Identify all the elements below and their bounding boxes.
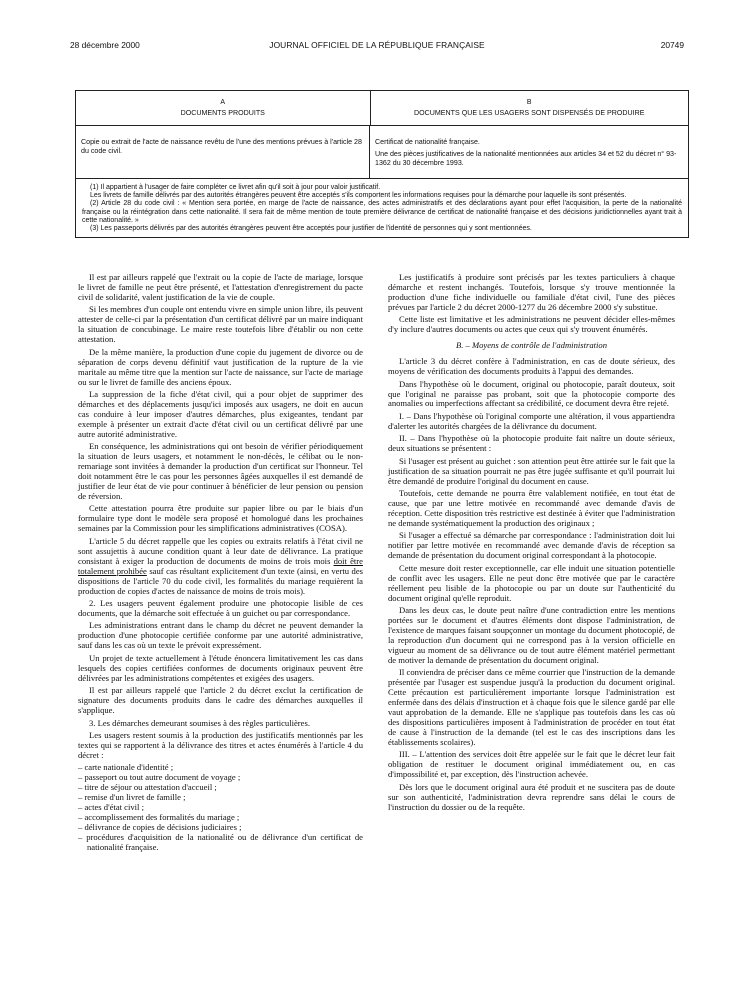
header-journal-title: JOURNAL OFFICIEL DE LA RÉPUBLIQUE FRANÇAISE: [269, 40, 485, 50]
col-b-title: DOCUMENTS QUE LES USAGERS SONT DISPENSÉS DE PRODUIRE: [414, 109, 645, 117]
paragraph: Cette liste est limitative et les administrations ne peuvent décider elles-mêmes d'y inclure d'autres documents ou actes que ceux qui s'y trouvent énumérés.: [388, 314, 675, 335]
footnote: (2) Article 28 du code civil : « Mention sera portée, en marge de l'acte de naissance, des actes administratifs et des déclarations ayant pour effet l'acquisition, la perte de la nationalité française ou la réintégration dans cette nationalité. Il sera fait de même mention de toute première délivrance de certificat de nationalité française et des décisions juridictionnelles ayant trait à cette nationalité. »: [82, 200, 682, 224]
paragraph: [78, 537, 363, 597]
list-item: – passeport ou tout autre document de voyage ;: [78, 772, 241, 783]
paragraph: Toutefois, cette demande ne pourra être valablement notifiée, en tout état de cause, que par une lettre motivée en recommandé avec demande d'avis de réception. Cette disposition très restrictive est destinée à éviter que l'administration ne demande systématiquement la production des originaux ;: [388, 488, 675, 528]
paragraph: Il est par ailleurs rappelé que l'extrait ou la copie de l'acte de mariage, lorsque le livret de famille ne peut être présenté, et l'attestation d'enregistrement du pacte civil de solidarité, valent justification de la vie de couple.: [78, 272, 363, 302]
right-text-column: [388, 273, 675, 815]
paragraph: Si les membres d'un couple ont entendu vivre en simple union libre, ils peuvent attester de celle-ci par la présentation d'un certificat délivré par un maire indiquant la situation de concubinage. Le maire reste toutefois libre d'établir ou non cette attestation.: [78, 304, 363, 345]
paragraph: Cette mesure doit rester exceptionnelle, car elle induit une situation potentielle de conflit avec les usagers. Elle ne peut donc être motivée que par le caractère réellement peu lisible de la photocopie ou par un doute sur l'authenticité du document original qu'elle reproduit.: [388, 562, 675, 603]
paragraph: La suppression de la fiche d'état civil, qui a pour objet de supprimer des démarches et des déplacements jusqu'ici imposés aux usagers, ne doit en aucun cas conduire à leur imposer d'autres démarches, plus exigeantes, tendant par exemple à présenter un extrait d'acte d'état civil ou un certificat délivré par une autre autorité administrative.: [78, 388, 363, 439]
paragraph: Les justificatifs à produire sont précisés par les textes particuliers à chaque démarche et restent inchangés. Toutefois, lorsque s'y trouve mentionnée la production d'une fiche individuelle ou familiale d'état civil, l'une des pièces prévues par l'article 2 du décret 2000-1277 du 26 décembre 2000 s'y substitue.: [388, 272, 675, 312]
list-item: – remise d'un livret de famille ;: [78, 792, 186, 803]
paragraph: Les administrations entrant dans le champ du décret ne peuvent demander la production d'une photocopie certifiée conforme par une autorité administrative, sauf dans les cas où un texte le prévoit expressément.: [78, 620, 363, 651]
paragraph: Un projet de texte actuellement à l'étude énoncera limitativement les cas dans lesquels des copies certifiées conformes de documents originaux peuvent être délivrées par les administrations compétentes et exigées des usagers.: [78, 652, 363, 683]
paragraph: Si l'usager a effectué sa démarche par correspondance : l'administration doit lui notifier par lettre motivée en recommandé avec demande d'avis de réception sa demande de présentation du document original correspondant à la photocopie.: [388, 530, 675, 561]
table-header-row: [76, 91, 688, 126]
underlined-text: doit être totalement prohibée: [78, 555, 363, 576]
list-item: – délivrance de copies de décisions judiciaires ;: [78, 822, 242, 833]
footnote: (3) Les passeports délivrés par des autorités étrangères peuvent être acceptés pour justifier de l'identité de personnes qui y sont mentionnées.: [90, 225, 532, 233]
paragraph: Il conviendra de préciser dans ce même courrier que l'instruction de la demande présentée par l'usager est suspendue jusqu'à la production du document original. Cette précaution est particulièrement importante lorsque l'administration est enfermée dans des délais d'instruction et à chaque fois que le silence gardé par elle vaut approbation de la demande. Elle ne s'applique pas toutefois dans les cas où des dispositions particulières imposent à l'administration de procéder en tout état de cause à l'instruction de la demande (tel est le cas des inscriptions dans les établissements scolaires).: [388, 667, 675, 747]
table-header-col-b: [371, 91, 688, 125]
table-footnotes: [76, 179, 688, 237]
paragraph: L'article 3 du décret confère à l'administration, en cas de doute sérieux, des moyens de vérification des documents produits à l'appui des demandes.: [388, 356, 675, 377]
footnote: Les livrets de famille délivrés par des autorités étrangères peuvent être acceptés s'ils comportent les informations requises pour la démarche pour laquelle ils sont présentés.: [90, 192, 627, 200]
paragraph: 3. Les démarches demeurant soumises à des règles particulières.: [89, 717, 310, 728]
col-b-letter: B: [526, 99, 532, 106]
paragraph: Dans l'hypothèse où le document, original ou photocopie, paraît douteux, soit que l'original ne paraisse pas probant, soit que la photocopie comporte des anomalies ou imperfections affectant sa crédibilité, ce document devra être rejeté.: [388, 378, 675, 409]
paragraph-part: sauf cas résultant explicitement d'un texte (ainsi, en vertu des dispositions de l'article 70 du code civil, les formalités du mariage requièrent la production de copies d'actes de naissance de moins de trois mois).: [78, 565, 363, 596]
left-text-column: [78, 273, 363, 853]
cell-b-text-1: Certificat de nationalité française.: [375, 138, 480, 146]
cell-b-text-2: Une des pièces justificatives de la nationalité mentionnées aux articles 34 et 52 du décret n° 93-1362 du 30 décembre 1993.: [375, 150, 677, 167]
list-item: – titre de séjour ou attestation d'accueil ;: [78, 782, 217, 793]
paragraph: Il est par ailleurs rappelé que l'article 2 du décret exclut la certification de signature des documents produits dans le cadre des démarches auxquelles il s'applique.: [78, 685, 363, 716]
section-heading: B. – Moyens de contrôle de l'administration: [455, 340, 607, 351]
documents-list: [78, 763, 363, 853]
paragraph: De la même manière, la production d'une copie du jugement de divorce ou de séparation de corps devenu définitif vaut justification de la rupture de la vie maritale au même titre que la mention sur l'acte de naissance, sur l'acte de mariage ou sur le livret de famille des anciens époux.: [78, 346, 363, 387]
paragraph: Cette attestation pourra être produite sur papier libre ou par le biais d'un formulaire type dont le modèle sera proposé et homologué dans les prochaines semaines par la Commission pour les simplifications administratives (COSA).: [78, 503, 363, 534]
table-header-col-a: [76, 91, 371, 125]
header-page-number: 20749: [660, 40, 684, 50]
table-row: [76, 126, 688, 179]
col-a-title: DOCUMENTS PRODUITS: [180, 109, 265, 117]
paragraph-part: L'article 5 du décret rappelle que les copies ou extraits relatifs à l'état civil ne sont assujettis à aucune condition quant à leur date de délivrance. La pratique consistant à exiger la production de documents de moins de trois mois: [78, 535, 363, 566]
paragraph: En conséquence, les administrations qui ont besoin de vérifier périodiquement la situation de leurs usagers, et notamment le non-décès, le célibat ou le non-remariage sont invitées à demander la production d'un certificat sur l'honneur. Tel doit notamment être le cas pour les personnes âgées auxquelles il est demandé de justifier de leur état de vie pour continuer à bénéficier de leur pension ou pension de réversion.: [78, 441, 363, 502]
paragraph: III. – L'attention des services doit être appelée sur le fait que le décret leur fait obligation de restituer le document original immédiatement ou, en cas d'impossibilité et, par exception, dès l'instruction achevée.: [388, 749, 675, 780]
paragraph: II. – Dans l'hypothèse où la photocopie produite fait naître un doute sérieux, deux situations se présentent :: [388, 433, 675, 454]
paragraph: Dans les deux cas, le doute peut naître d'une contradiction entre les mentions portées sur le document et d'autres éléments dont dispose l'administration, de l'existence de marques faisant soupçonner un montage du document photocopié, de la reproduction d'un document qui ne correspond pas à la version officielle en vigueur au moment de sa délivrance ou de tout autre élément matériel permettant de motiver la demande de présentation du document original.: [388, 605, 675, 665]
list-item: – accomplissement des formalités du mariage ;: [78, 812, 240, 823]
col-a-letter: A: [220, 99, 226, 106]
paragraph: Si l'usager est présent au guichet : son attention peut être attirée sur le fait que la justification de sa situation pourrait ne pas être jugée suffisante et qu'il pourrait lui être demandé de produire l'original du document en cause.: [388, 455, 675, 486]
paragraph: I. – Dans l'hypothèse où l'original comporte une altération, il vous appartiendra d'alerter les autorités chargées de la délivrance du document.: [388, 410, 675, 431]
cell-a-text: Copie ou extrait de l'acte de naissance revêtu de l'une des mentions prévues à l'article 28 du code civil.: [81, 138, 362, 155]
paragraph: Dès lors que le document original aura été produit et ne suscitera pas de doute sur son authenticité, l'administration devra reprendre sans délai le cours de l'instruction du dossier ou de la requête.: [388, 781, 675, 812]
documents-table: [75, 90, 689, 238]
list-item: – actes d'état civil ;: [78, 802, 144, 813]
table-cell-b: [370, 126, 688, 178]
footnote: (1) Il appartient à l'usager de faire compléter ce livret afin qu'il soit à jour pour valoir justificatif.: [90, 184, 381, 191]
paragraph: 2. Les usagers peuvent également produire une photocopie lisible de ces documents, que la démarche soit effectuée à un guichet ou par correspondance.: [78, 598, 363, 618]
list-item: – procédures d'acquisition de la nationalité ou de délivrance d'un certificat de nationalité française.: [78, 832, 363, 852]
list-item: – carte nationale d'identité ;: [78, 762, 174, 773]
table-cell-a: [76, 126, 370, 178]
header-date: 28 décembre 2000: [70, 40, 140, 50]
paragraph: Les usagers restent soumis à la production des justificatifs mentionnés par les textes qui se rapportent à la délivrance des titres et actes énumérés à l'article 4 du décret :: [78, 729, 363, 760]
page-header: [70, 40, 684, 54]
